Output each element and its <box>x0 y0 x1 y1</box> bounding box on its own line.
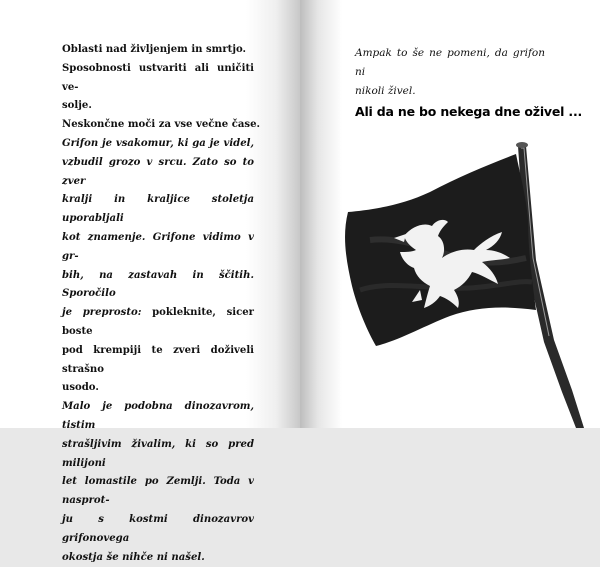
text-segment: vzbudil grozo v srcu. Zato so to zver <box>62 156 254 187</box>
left-text-line-13 <box>62 398 254 436</box>
text-segment: let lomastile po Zemlji. Toda v nasprot- <box>62 476 254 507</box>
text-segment: okostja še nihče ni našel. <box>62 551 205 563</box>
left-text-line-7 <box>62 191 254 229</box>
left-text-line-2 <box>62 60 254 98</box>
left-text-line-8 <box>62 229 254 267</box>
left-text-line-4 <box>62 116 261 135</box>
left-text-line-15 <box>62 473 254 511</box>
text-segment: Neskončne moči za vse večne čase. <box>62 119 261 131</box>
left-text-line-9 <box>62 267 254 305</box>
left-text-line-3 <box>62 97 254 116</box>
page-heading: Ali da ne bo nekega dne oživel ... <box>355 104 583 119</box>
left-text-line-10 <box>62 304 254 342</box>
left-text-line-17 <box>62 549 254 567</box>
text-segment: Sposobnosti ustvariti ali uničiti ve- <box>62 62 254 93</box>
left-text-line-16 <box>62 511 254 549</box>
text-segment: Oblasti nad življenjem in smrtjo. <box>62 44 247 55</box>
right-page-text <box>355 44 583 119</box>
text-segment: strašljivim živalim, ki so pred milijoni <box>62 438 254 469</box>
text-segment: usodo. <box>62 382 99 394</box>
text-segment: kot znamenje. Grifone vidimo v gr- <box>62 231 254 262</box>
text-segment: Malo je podobna dinozavrom, tistim <box>62 401 254 431</box>
text-segment: bih, na zastavah in ščitih. Sporočilo <box>62 269 254 300</box>
text-segment: solje. <box>62 100 92 112</box>
text-segment: Grifon je vsakomur, ki ga je videl, <box>62 137 254 149</box>
left-text-line-14 <box>62 436 254 474</box>
left-text-line-12 <box>62 379 254 398</box>
left-page-text <box>62 41 261 567</box>
griffin-flag-illustration <box>340 140 600 428</box>
pole-finial <box>516 142 528 148</box>
left-text-line-11 <box>62 342 254 380</box>
left-text-line-5 <box>62 135 254 154</box>
left-text-line-6 <box>62 154 254 192</box>
text-segment: pod krempiji te zveri doživeli strašno <box>62 344 254 375</box>
right-text-line-1: Ampak to še ne pomeni, da grifon ni <box>355 47 545 78</box>
left-text-line-1 <box>62 41 254 60</box>
right-text-line-2: nikoli živel. <box>355 85 416 97</box>
text-segment: ju s kostmi dinozavrov grifonovega <box>62 513 254 544</box>
text-segment: kralji in kraljice stoletja uporabljali <box>62 194 254 225</box>
text-segment: je preprosto: <box>62 307 153 319</box>
text-segment: pokleknite, sicer boste <box>62 307 254 337</box>
